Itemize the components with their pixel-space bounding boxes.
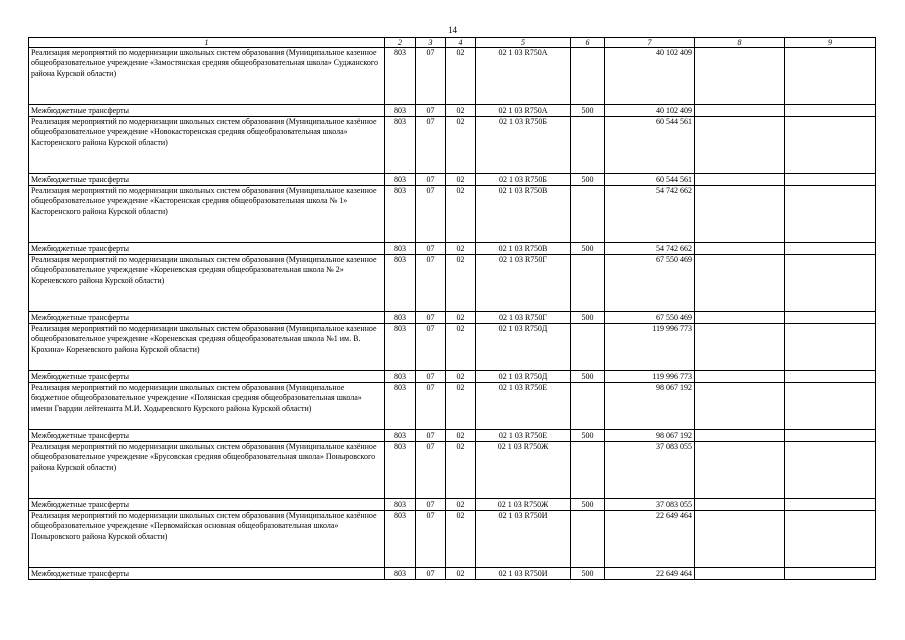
column-header: 6 — [571, 38, 605, 48]
row-col8-cell — [695, 255, 785, 312]
column-header: 7 — [605, 38, 695, 48]
row-col9-cell — [785, 568, 876, 580]
column-header: 3 — [416, 38, 446, 48]
transfer-row — [29, 371, 876, 383]
row-code-razdel-cell: 07 — [416, 324, 446, 371]
transfer-row — [29, 105, 876, 117]
column-header: 8 — [695, 38, 785, 48]
page-number: 14 — [448, 25, 457, 35]
row-col9-cell — [785, 499, 876, 511]
row-amount-cell: 54 742 662 — [605, 186, 695, 243]
row-code-target-cell: 02 1 03 R750А — [476, 105, 571, 117]
row-code-razdel-cell: 07 — [416, 499, 446, 511]
row-code-vid-cell: 500 — [571, 105, 605, 117]
row-code-target-cell: 02 1 03 R750Д — [476, 324, 571, 371]
row-code-razdel-cell: 07 — [416, 511, 446, 568]
row-code-glava-cell: 803 — [385, 511, 416, 568]
row-code-razdel-cell: 07 — [416, 383, 446, 430]
column-header: 5 — [476, 38, 571, 48]
row-code-vid-cell: 500 — [571, 371, 605, 383]
measure-row — [29, 442, 876, 499]
row-code-razdel-cell: 07 — [416, 174, 446, 186]
row-code-glava-cell: 803 — [385, 255, 416, 312]
measure-row — [29, 383, 876, 430]
budget-table — [28, 37, 876, 580]
row-code-glava-cell: 803 — [385, 243, 416, 255]
row-name-cell: Реализация мероприятий по модернизации школьных систем образования (Муниципальное казённое общеобразовательное учреждение «Брусовская средняя общеобразовательная школа» Поныровского района Курской области) — [29, 442, 385, 499]
row-code-glava-cell: 803 — [385, 442, 416, 499]
row-amount-cell: 119 996 773 — [605, 371, 695, 383]
row-col9-cell — [785, 243, 876, 255]
row-amount-cell: 22 649 464 — [605, 511, 695, 568]
row-amount-cell: 60 544 561 — [605, 174, 695, 186]
row-code-vid-cell: 500 — [571, 568, 605, 580]
row-col8-cell — [695, 442, 785, 499]
row-col9-cell — [785, 511, 876, 568]
row-code-glava-cell: 803 — [385, 48, 416, 105]
row-col8-cell — [695, 105, 785, 117]
row-code-vid-cell — [571, 186, 605, 243]
column-header: 4 — [446, 38, 476, 48]
row-code-podrazdel-cell: 02 — [446, 568, 476, 580]
transfer-row — [29, 430, 876, 442]
row-col8-cell — [695, 312, 785, 324]
row-code-podrazdel-cell: 02 — [446, 442, 476, 499]
row-name-cell: Реализация мероприятий по модернизации школьных систем образования (Муниципальное бюджетное общеобразовательное учреждение «Полянская средняя общеобразовательная школа» имени Гвардии лейтенанта М.И. Ходыревского Курского района Курской области) — [29, 383, 385, 430]
transfer-row — [29, 243, 876, 255]
row-name-cell: Межбюджетные трансферты — [29, 174, 385, 186]
row-code-razdel-cell: 07 — [416, 48, 446, 105]
row-code-razdel-cell: 07 — [416, 117, 446, 174]
row-code-target-cell: 02 1 03 R750Е — [476, 383, 571, 430]
row-code-podrazdel-cell: 02 — [446, 105, 476, 117]
row-name-cell: Межбюджетные трансферты — [29, 243, 385, 255]
row-name-cell: Реализация мероприятий по модернизации школьных систем образования (Муниципальное казенное общеобразовательное учреждение «Касторенская средняя общеобразовательная школа № 1» Касторенского района Курской области) — [29, 186, 385, 243]
row-code-razdel-cell: 07 — [416, 568, 446, 580]
row-col9-cell — [785, 324, 876, 371]
row-code-vid-cell — [571, 383, 605, 430]
row-code-glava-cell: 803 — [385, 312, 416, 324]
row-code-vid-cell — [571, 442, 605, 499]
row-code-glava-cell: 803 — [385, 383, 416, 430]
row-code-target-cell: 02 1 03 R750И — [476, 568, 571, 580]
row-amount-cell: 67 550 469 — [605, 255, 695, 312]
row-col8-cell — [695, 511, 785, 568]
measure-row — [29, 324, 876, 371]
row-code-glava-cell: 803 — [385, 499, 416, 511]
measure-row — [29, 255, 876, 312]
row-amount-cell: 119 996 773 — [605, 324, 695, 371]
row-code-vid-cell — [571, 48, 605, 105]
row-code-podrazdel-cell: 02 — [446, 117, 476, 174]
row-name-cell: Межбюджетные трансферты — [29, 105, 385, 117]
row-code-podrazdel-cell: 02 — [446, 186, 476, 243]
row-col9-cell — [785, 312, 876, 324]
row-code-target-cell: 02 1 03 R750Г — [476, 312, 571, 324]
row-col8-cell — [695, 430, 785, 442]
row-code-target-cell: 02 1 03 R750И — [476, 511, 571, 568]
row-code-vid-cell — [571, 324, 605, 371]
row-code-podrazdel-cell: 02 — [446, 371, 476, 383]
row-code-glava-cell: 803 — [385, 186, 416, 243]
row-col9-cell — [785, 430, 876, 442]
row-code-razdel-cell: 07 — [416, 243, 446, 255]
row-name-cell: Реализация мероприятий по модернизации школьных систем образования (Муниципальное казенное общеобразовательное учреждение «Кореневская средняя общеобразовательная школа № 2» Кореневского района Курской области) — [29, 255, 385, 312]
row-col9-cell — [785, 442, 876, 499]
row-amount-cell: 98 067 192 — [605, 430, 695, 442]
row-code-glava-cell: 803 — [385, 568, 416, 580]
transfer-row — [29, 174, 876, 186]
row-code-target-cell: 02 1 03 R750Е — [476, 430, 571, 442]
row-code-vid-cell — [571, 511, 605, 568]
transfer-row — [29, 499, 876, 511]
row-code-podrazdel-cell: 02 — [446, 174, 476, 186]
row-col8-cell — [695, 383, 785, 430]
row-code-vid-cell: 500 — [571, 312, 605, 324]
row-col8-cell — [695, 243, 785, 255]
row-code-glava-cell: 803 — [385, 117, 416, 174]
row-col9-cell — [785, 105, 876, 117]
row-code-podrazdel-cell: 02 — [446, 243, 476, 255]
row-col8-cell — [695, 174, 785, 186]
header-row — [29, 38, 876, 48]
row-col8-cell — [695, 48, 785, 105]
transfer-row — [29, 312, 876, 324]
row-col8-cell — [695, 371, 785, 383]
row-col9-cell — [785, 255, 876, 312]
row-code-target-cell: 02 1 03 R750Ж — [476, 442, 571, 499]
row-amount-cell: 40 102 409 — [605, 105, 695, 117]
row-amount-cell: 98 067 192 — [605, 383, 695, 430]
row-code-razdel-cell: 07 — [416, 186, 446, 243]
row-code-target-cell: 02 1 03 R750Б — [476, 174, 571, 186]
row-name-cell: Межбюджетные трансферты — [29, 568, 385, 580]
row-code-razdel-cell: 07 — [416, 312, 446, 324]
row-name-cell: Реализация мероприятий по модернизации школьных систем образования (Муниципальное казённое общеобразовательное учреждение «Новокасторенская средняя общеобразовательная школа» Касторенского района Курской области) — [29, 117, 385, 174]
row-code-podrazdel-cell: 02 — [446, 511, 476, 568]
row-name-cell: Межбюджетные трансферты — [29, 371, 385, 383]
row-code-vid-cell: 500 — [571, 499, 605, 511]
row-code-razdel-cell: 07 — [416, 371, 446, 383]
row-code-podrazdel-cell: 02 — [446, 383, 476, 430]
row-code-target-cell: 02 1 03 R750Б — [476, 117, 571, 174]
column-header: 9 — [785, 38, 876, 48]
row-code-glava-cell: 803 — [385, 371, 416, 383]
row-col9-cell — [785, 371, 876, 383]
row-name-cell: Межбюджетные трансферты — [29, 312, 385, 324]
row-code-vid-cell: 500 — [571, 243, 605, 255]
row-code-vid-cell — [571, 117, 605, 174]
row-code-glava-cell: 803 — [385, 174, 416, 186]
row-col8-cell — [695, 186, 785, 243]
measure-row — [29, 511, 876, 568]
measure-row — [29, 186, 876, 243]
row-code-vid-cell: 500 — [571, 430, 605, 442]
row-col9-cell — [785, 186, 876, 243]
row-amount-cell: 22 649 464 — [605, 568, 695, 580]
row-code-target-cell: 02 1 03 R750Ж — [476, 499, 571, 511]
row-col8-cell — [695, 324, 785, 371]
row-code-razdel-cell: 07 — [416, 105, 446, 117]
row-code-target-cell: 02 1 03 R750А — [476, 48, 571, 105]
row-name-cell: Реализация мероприятий по модернизации школьных систем образования (Муниципальное казенное общеобразовательное учреждение «Замостянская средняя общеобразовательная школа» Суджанского района Курской области) — [29, 48, 385, 105]
row-code-target-cell: 02 1 03 R750Г — [476, 255, 571, 312]
row-amount-cell: 37 083 055 — [605, 442, 695, 499]
column-header: 1 — [29, 38, 385, 48]
row-name-cell: Реализация мероприятий по модернизации школьных систем образования (Муниципальное казённое общеобразовательное учреждение «Первомайская основная общеобразовательная школа» Поныровского района Курской области) — [29, 511, 385, 568]
row-code-razdel-cell: 07 — [416, 442, 446, 499]
row-col8-cell — [695, 499, 785, 511]
row-code-podrazdel-cell: 02 — [446, 324, 476, 371]
row-code-razdel-cell: 07 — [416, 430, 446, 442]
row-name-cell: Реализация мероприятий по модернизации школьных систем образования (Муниципальное казенное общеобразовательное учреждение «Кореневская средняя общеобразовательная школа №1 им. В. Крохина» Кореневского района Курской области) — [29, 324, 385, 371]
row-name-cell: Межбюджетные трансферты — [29, 499, 385, 511]
measure-row — [29, 48, 876, 105]
row-amount-cell: 60 544 561 — [605, 117, 695, 174]
row-code-target-cell: 02 1 03 R750В — [476, 243, 571, 255]
row-code-podrazdel-cell: 02 — [446, 499, 476, 511]
measure-row — [29, 117, 876, 174]
row-code-vid-cell — [571, 255, 605, 312]
row-code-podrazdel-cell: 02 — [446, 48, 476, 105]
row-code-podrazdel-cell: 02 — [446, 255, 476, 312]
row-amount-cell: 54 742 662 — [605, 243, 695, 255]
row-amount-cell: 67 550 469 — [605, 312, 695, 324]
row-code-glava-cell: 803 — [385, 324, 416, 371]
row-code-target-cell: 02 1 03 R750Д — [476, 371, 571, 383]
row-amount-cell: 37 083 055 — [605, 499, 695, 511]
row-col9-cell — [785, 383, 876, 430]
row-code-razdel-cell: 07 — [416, 255, 446, 312]
row-code-glava-cell: 803 — [385, 430, 416, 442]
row-col8-cell — [695, 117, 785, 174]
row-col9-cell — [785, 174, 876, 186]
row-code-target-cell: 02 1 03 R750В — [476, 186, 571, 243]
row-code-podrazdel-cell: 02 — [446, 312, 476, 324]
row-col9-cell — [785, 117, 876, 174]
row-name-cell: Межбюджетные трансферты — [29, 430, 385, 442]
row-col8-cell — [695, 568, 785, 580]
column-header: 2 — [385, 38, 416, 48]
row-amount-cell: 40 102 409 — [605, 48, 695, 105]
row-code-vid-cell: 500 — [571, 174, 605, 186]
row-col9-cell — [785, 48, 876, 105]
row-code-podrazdel-cell: 02 — [446, 430, 476, 442]
row-code-glava-cell: 803 — [385, 105, 416, 117]
transfer-row — [29, 568, 876, 580]
